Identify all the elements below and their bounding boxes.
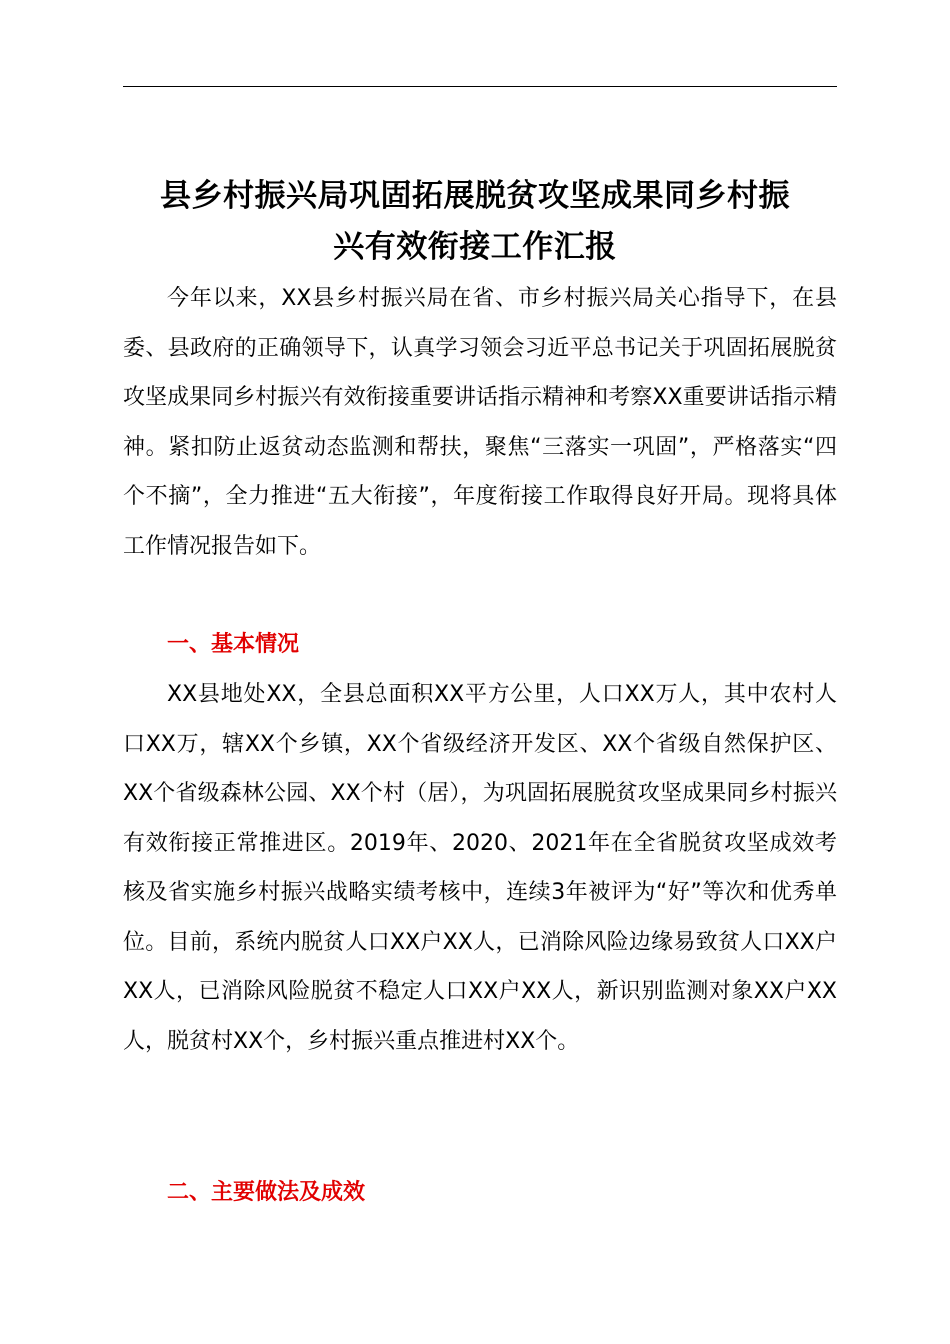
section-heading-main-practices: 二、主要做法及成效 <box>167 1180 366 1205</box>
header-rule <box>123 86 837 87</box>
title-line-2: 兴有效衔接工作汇报 <box>333 228 617 265</box>
title-line-1: 县乡村振兴局巩固拓展脱贫攻坚成果同乡村振 <box>160 177 790 214</box>
section-heading-basic-situation: 一、基本情况 <box>167 632 300 657</box>
intro-paragraph: 今年以来，XX县乡村振兴局在省、市乡村振兴局关心指导下，在县委、县政府的正确领导下，认真学习领会习近平总书记关于巩固拓展脱贫攻坚成果同乡村振兴有效衔接重要讲话指示精神和考察XX重要讲话指示精神。紧扣防止返贫动态监测和帮扶，聚焦“三落实一巩固”，严格落实“四个不摘”，全力推进“五大衔接”，年度衔接工作取得良好开局。现将具体工作情况报告如下。 <box>123 286 837 559</box>
document-title <box>100 171 850 273</box>
basic-situation-paragraph: XX县地处XX，全县总面积XX平方公里，人口XX万人，其中农村人口XX万，辖XX个乡镇，XX个省级经济开发区、XX个省级自然保护区、XX个省级森林公园、XX个村（居），为巩固拓展脱贫攻坚成果同乡村振兴有效衔接正常推进区。2019年、2020、2021年在全省脱贫攻坚成效考核及省实施乡村振兴战略实绩考核中，连续3年被评为“好”等次和优秀单位。目前，系统内脱贫人口XX户XX人，已消除风险边缘易致贫人口XX户XX人，已消除风险脱贫不稳定人口XX户XX人，新识别监测对象XX户XX人，脱贫村XX个，乡村振兴重点推进村XX个。 <box>123 682 837 1054</box>
